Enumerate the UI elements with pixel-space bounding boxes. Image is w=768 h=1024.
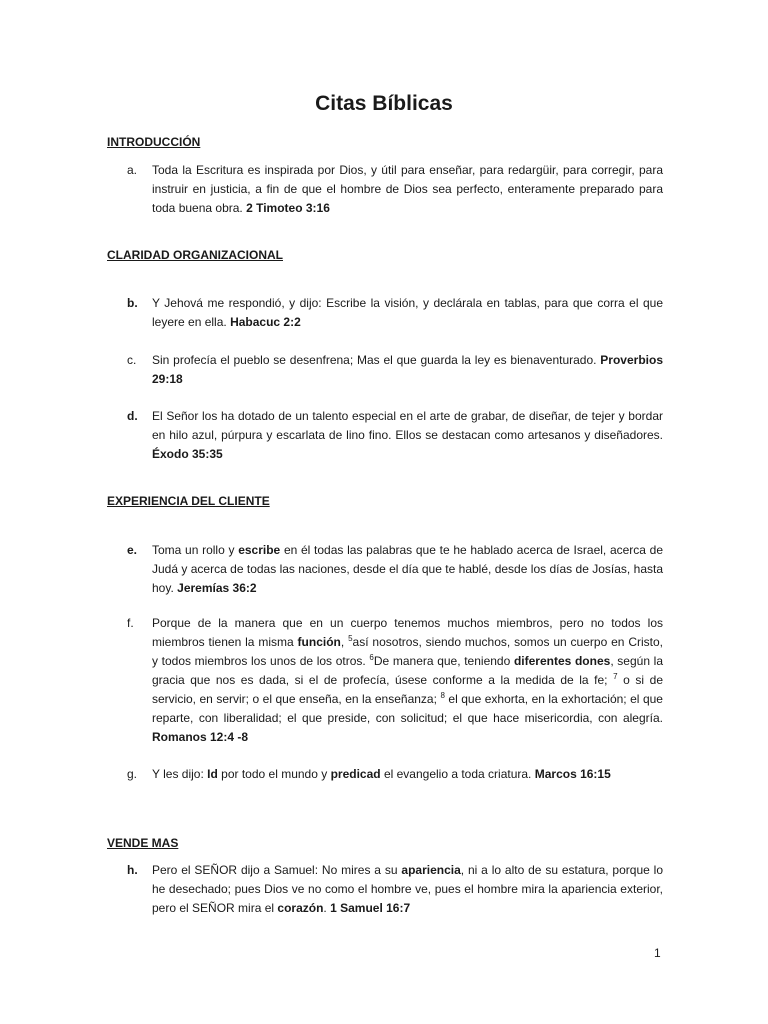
list-item-d [127,407,663,464]
list-marker: d. [127,409,138,423]
item-text [152,407,663,464]
emphasis-text: Id [207,767,218,781]
list-marker: b. [127,296,138,310]
section-heading-vende-mas: VENDE MAS [107,836,179,850]
verse-reference: Romanos 12:4 -8 [152,730,249,744]
verse-text: en él todas las palabras que te he hablado acerca de Israel, acerca de Judá y acerca de todas las naciones, desde el día que te hablé, desde los días de Josías, hasta hoy. [152,543,664,595]
verse-text: , ni a lo alto de su estatura, porque lo he desechado; pues Dios ve no como el hombre ve, pues el hombre mira la apariencia exterior, pero el SEÑOR mira el [152,863,664,915]
verse-text: por todo el mundo y [221,767,328,781]
verse-text: Pero el SEÑOR dijo a Samuel: No mires a su [152,863,398,877]
emphasis-text: función [297,635,341,649]
verse-number: 6 [369,653,374,662]
verse-text: así nosotros, siendo muchos, somos un cuerpo en Cristo, y todos miembros los unos de los otros. [152,635,663,668]
list-item-a [127,161,663,218]
verse-number: 5 [348,634,353,643]
item-text [152,351,663,389]
emphasis-text: diferentes dones [513,654,611,668]
verse-text: Mas el que guarda la ley es bienaventurado. [357,353,597,367]
page-title: Citas Bíblicas [315,92,453,115]
list-item-h [127,861,663,918]
section-heading-introduccion: INTRODUCCIÓN [107,135,201,149]
emphasis-text: apariencia [401,863,461,877]
verse-text: , según la gracia que nos es dada, si el de profecía, úsese conforme a la medida de la fe; [152,654,664,687]
list-marker: e. [127,543,138,557]
verse-text: , [340,635,345,649]
verse-reference: Habacuc 2:2 [230,315,301,329]
emphasis-text: escribe [238,543,281,557]
list-marker: h. [127,863,138,877]
list-item-e [127,541,663,598]
list-marker: f. [127,616,134,630]
verse-text: o si de servicio, en servir; o el que enseña, en la enseñanza; [152,673,664,706]
page-number: 1 [654,946,661,960]
verse-reference: Jeremías 36:2 [177,581,257,595]
verse-number: 7 [613,672,618,681]
verse-text: De manera que, teniendo [373,654,511,668]
list-marker: g. [127,767,138,781]
verse-reference: Proverbios 29:18 [152,353,663,386]
verse-text: Escribe la visión, y declárala en tablas, para que corra el que leyere en ella. [152,296,664,329]
verse-reference: Marcos 16:15 [534,767,611,781]
list-item-c [127,351,663,389]
verse-reference: 2 Timoteo 3:16 [246,201,330,215]
verse-text: Y Jehová me respondió, y dijo: [152,296,322,310]
verse-number: 8 [440,691,445,700]
section-heading-experiencia: EXPERIENCIA DEL CLIENTE [107,494,270,508]
item-text [152,294,663,332]
list-item-f [127,614,663,747]
list-item-b [127,294,663,332]
verse-text: el evangelio a toda criatura. [383,767,532,781]
emphasis-text: predicad [330,767,381,781]
verse-text: Y les dijo: [152,767,204,781]
verse-reference: Éxodo 35:35 [152,447,223,461]
item-text [152,161,663,218]
verse-text: el que exhorta, en la exhortación; el que reparte, con liberalidad; el que preside, con solicitud; el que hace misericordia, con alegría. [152,692,663,725]
verse-reference: 1 Samuel 16:7 [330,901,411,915]
emphasis-text: corazón [277,901,324,915]
list-marker: c. [127,353,137,367]
item-text [152,765,663,784]
item-text [152,541,663,598]
section-heading-claridad: CLARIDAD ORGANIZACIONAL [107,248,283,262]
item-text [152,861,663,918]
verse-text: Porque de la manera que en un cuerpo tenemos muchos miembros, pero no todos los miembros tienen la misma [152,616,663,649]
verse-text: Sin profecía el pueblo se desenfrena; [152,353,354,367]
verse-text: Toma un rollo y [152,543,235,557]
item-text [152,614,663,747]
list-marker: a. [127,163,138,177]
verse-text: . [323,901,327,915]
verse-text: Toda la Escritura es inspirada por Dios, y útil para enseñar, para redargüir, para corregir, para instruir en justicia, a fin de que el hombre de Dios sea perfecto, enteramente preparado para toda buena obra. [152,163,663,215]
list-item-g [127,765,663,784]
verse-text: El Señor los ha dotado de un talento especial en el arte de grabar, de diseñar, de tejer y bordar en hilo azul, púrpura y escarlata de lino fino. Ellos se destacan como artesanos y diseñadores. [152,409,663,442]
